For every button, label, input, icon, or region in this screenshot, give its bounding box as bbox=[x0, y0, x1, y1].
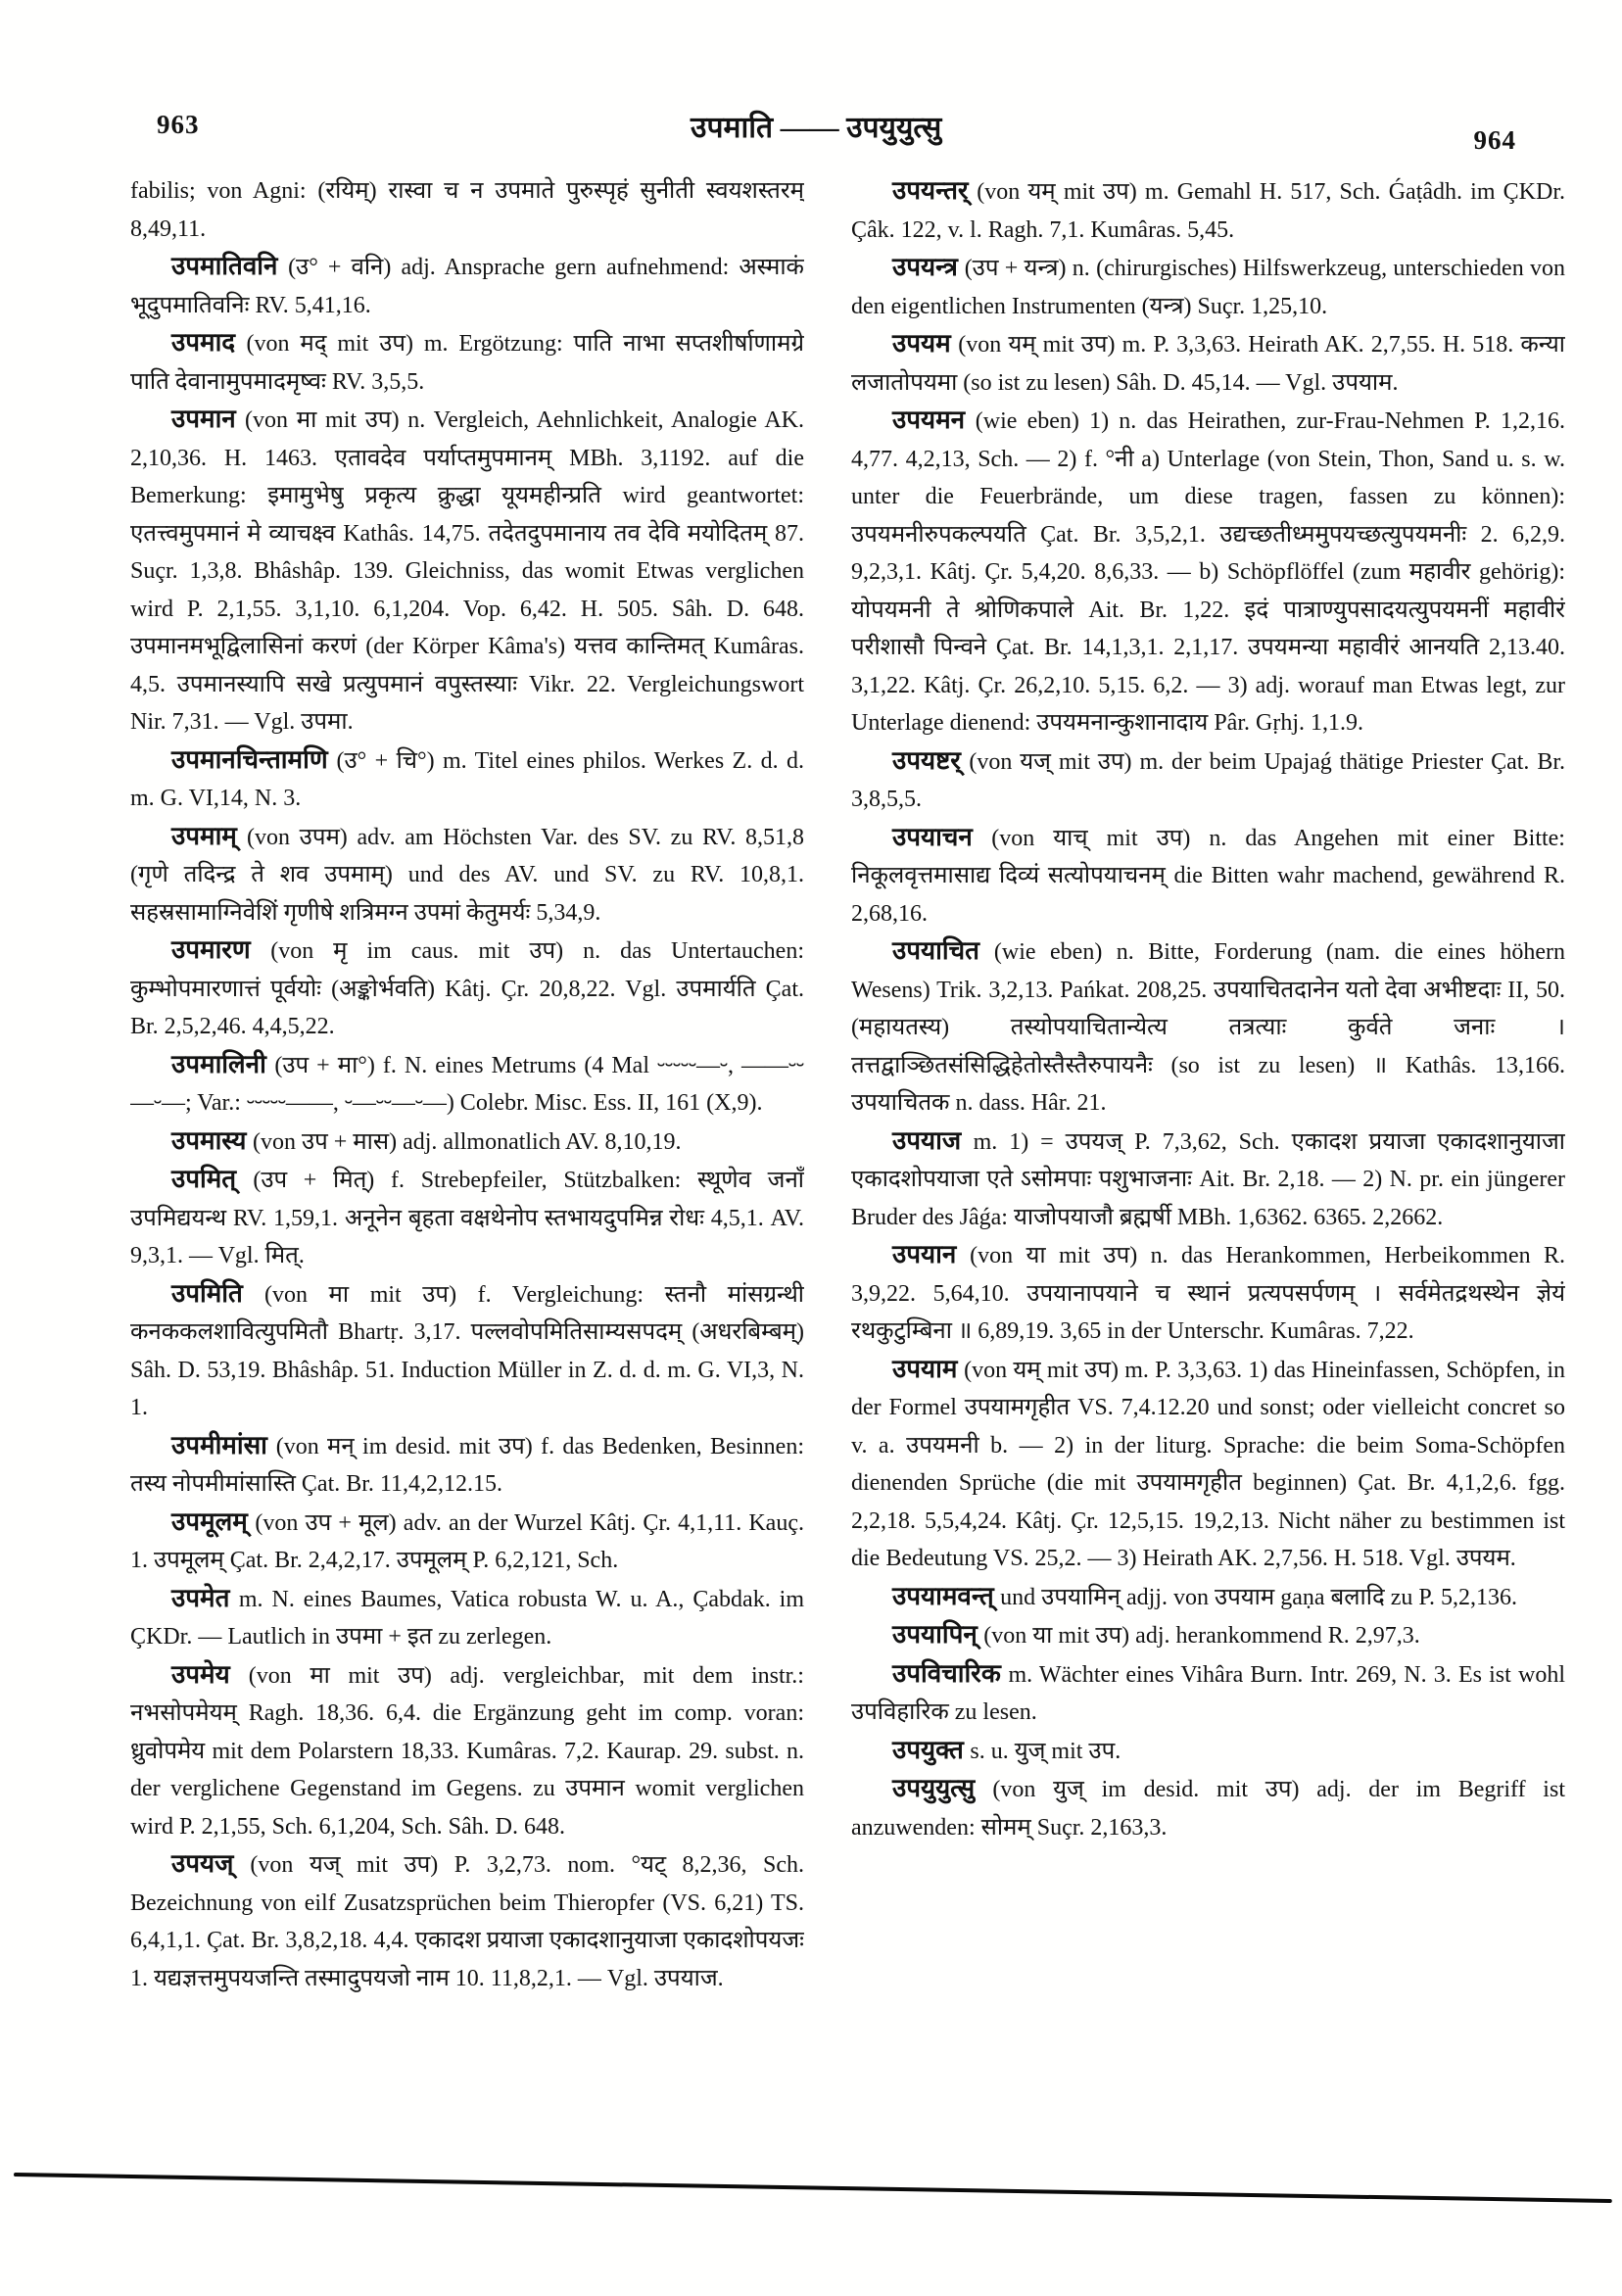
dictionary-entry bbox=[130, 1161, 804, 1275]
dictionary-entry bbox=[130, 324, 804, 401]
headword: उपमित् bbox=[171, 1165, 254, 1193]
headword: उपमेत bbox=[171, 1583, 239, 1612]
entry-body: (von मा mit उप) f. Vergleichung: स्तनौ मांसग्रन्थी कनककलशावित्युपमितौ Bhartṛ. 3,17. पल्लवोपमितिसाम्यसपदम् (अधरबिम्बम्) Sâh. D. 53,19. Bhâshâp. 51. Induction Müller in Z. d. d. m. G. VI,3, N. 1. bbox=[130, 1281, 804, 1420]
dictionary-entry bbox=[851, 1616, 1565, 1655]
entry-body: und उपयामिन् adjj. von उपयाम gaṇa बलादि zu P. 5,2,136. bbox=[1000, 1584, 1518, 1610]
entry-body: (von यम् mit उप) m. P. 3,3,63. Heirath AK. 2,7,55. H. 518. कन्या लजातोपयमा (so ist zu lesen) Sâh. D. 45,14. — Vgl. उपयाम. bbox=[851, 332, 1565, 396]
headword: उपमास्य bbox=[171, 1125, 253, 1155]
entry-body: m. N. eines Baumes, Vatica robusta W. u. A., Çabdak. im ÇKDr. — Lautlich in उपमा + इत zu zerlegen. bbox=[130, 1586, 804, 1650]
headword: उपयष्टर् bbox=[892, 745, 970, 775]
dictionary-entry bbox=[130, 1427, 804, 1504]
headword: उपमिति bbox=[171, 1278, 264, 1308]
page-number-left: 963 bbox=[157, 110, 200, 139]
entry-body: fabilis; von Agni: (रयिम्) रास्वा च न उपमाते पुरुस्पृहं सुनीती स्वयशस्तरम् 8,49,11. bbox=[130, 178, 804, 242]
entry-body: (von यम् mit उप) m. Gemahl H. 517, Sch. Ǵaṭâdh. im ÇKDr. Çâk. 122, v. l. Ragh. 7,1. Kumâras. 5,45. bbox=[851, 179, 1565, 243]
entry-body: (उ° + वनि) adj. Ansprache gern aufnehmend: अस्माकं भूदुपमातिवनिः RV. 5,41,16. bbox=[130, 255, 804, 318]
dictionary-entry bbox=[130, 932, 804, 1046]
headword: उपमानचिन्तामणि bbox=[171, 744, 337, 774]
dictionary-entry bbox=[851, 1236, 1565, 1351]
headword: उपमान bbox=[171, 405, 245, 433]
headword: उपयम bbox=[892, 329, 959, 358]
entry-body: (von उप + मास) adj. allmonatlich AV. 8,10,19. bbox=[253, 1128, 682, 1155]
headword: उपमेय bbox=[171, 1659, 249, 1689]
entry-body: (von उपम) adv. am Höchsten Var. des SV. zu RV. 8,51,8 (गृणे तदिन्द्र ते शव उपमाम्) und des AV. und SV. zu RV. 10,8,1. सहस्रसामाग्निवेशिं गृणीषे शत्रिमग्न उपमां केतुमर्यः 5,34,9. bbox=[130, 824, 804, 926]
dictionary-entry bbox=[851, 1123, 1565, 1237]
dictionary-entry bbox=[851, 742, 1565, 819]
dictionary-entry bbox=[851, 249, 1565, 325]
dictionary-entry bbox=[130, 1504, 804, 1580]
entry-body: (von यज् mit उप) P. 3,2,73. nom. °यट् 8,2,36, Sch. Bezeichnung von eilf Zusatzsprüchen beim Thieropfer (VS. 6,21) TS. 6,4,1,1. Çat. Br. 3,8,2,18. 4,4. एकादश प्रयाजा एकादशानुयाजा एकादशोपयजः 1. यद्यज्ञत्तमुपयजन्ति तस्मादुपयजो नाम 10. 11,8,2,1. — Vgl. उपयाज. bbox=[130, 1852, 804, 1991]
entry-body: m. Wächter eines Vihâra Burn. Intr. 269, N. 3. Es ist wohl उपविहारिक zu lesen. bbox=[851, 1661, 1565, 1725]
headword: उपमाद bbox=[171, 328, 247, 357]
entry-body: (von याच् mit उप) n. das Angehen mit einer Bitte: निकूलवृत्तमासाद्य दिव्यं सत्योपयाचनम् die Bitten wahr machend, gewährend R. 2,68,16. bbox=[851, 825, 1565, 927]
headword: उपयुक्त bbox=[892, 1735, 971, 1764]
entry-body: m. 1) = उपयज् P. 7,3,62, Sch. एकादश प्रयाजा एकादशानुयाजा एकादशोपयाजा एते ऽसोमपाः पशुभाजनाः Ait. Br. 2,18. — 2) N. pr. ein jüngerer Bruder des Jâǵa: याजोपयाजौ ब्रह्मर्षी MBh. 1,6362. 6365. 2,2662. bbox=[851, 1128, 1565, 1230]
dictionary-entry bbox=[130, 1845, 804, 1997]
entry-body: (von युज् im desid. mit उप) adj. der im Begriff ist anzuwenden: सोमम् Suçr. 2,163,3. bbox=[851, 1777, 1565, 1841]
dictionary-entry bbox=[851, 402, 1565, 742]
entry-body: (wie eben) 1) n. das Heirathen, zur-Frau-Nehmen P. 1,2,16. 4,77. 4,2,13, Sch. — 2) f. °नी a) Unterlage (von Stein, Thon, Sand u. s. w. unter die Feuerbrände, um diese tragen, fassen zu können): उपयमनीरुपकल्पयति Çat. Br. 3,5,2,1. उद्यच्छतीध्ममुपयच्छत्युपयमनीः 2. 6,2,9. 9,2,3,1. Kâtj. Çr. 5,4,20. 8,6,33. — b) Schöpflöffel (zum महावीर gehörig): योपयमनी ते श्रोणिकपाले Ait. Br. 1,22. इदं पात्राण्युपसादयत्युपयमनीं महावीरं परीशासौ पिन्वने Çat. Br. 14,1,3,1. 2,1,17. उपयमन्या महावीरं आनयति 2,13.40. 3,1,22. Kâtj. Çr. 26,2,10. 5,15. 6,2. — 3) adj. worauf man Etwas legt, zur Unterlage dienend: उपयमनान्कुशानादाय Pâr. Gṛhj. 1,1.9. bbox=[851, 408, 1565, 736]
bottom-rule bbox=[14, 2173, 1612, 2203]
headword: उपयान bbox=[892, 1240, 971, 1268]
headword: उपमालिनी bbox=[171, 1049, 275, 1078]
headword: उपमीमांसा bbox=[171, 1430, 276, 1459]
entry-body: (wie eben) n. Bitte, Forderung (nam. die eines höhern Wesens) Trik. 3,2,13. Pańkat. 208,25. उपयाचितदानेन यतो देवा अभीष्टदाः II, 50. (महायतस्य) तस्योपयाचितान्येत्य तत्रत्याः कुर्वते जनाः । तत्तद्वाञ्छितसंसिद्धिहेतोस्तैस्तैरुपायनैः (so ist zu lesen) ॥ Kathâs. 13,166. उपयाचितक n. dass. Hâr. 21. bbox=[851, 939, 1565, 1116]
dictionary-entry bbox=[130, 741, 804, 818]
headword: उपयापिन् bbox=[892, 1620, 984, 1649]
dictionary-entry bbox=[130, 1275, 804, 1427]
dictionary-entry bbox=[130, 1046, 804, 1123]
entry-body: (उप + मा°) f. N. eines Metrums (4 Mal ⏑⏑⏑⏑⏑—⏑, ——⏑⏑—⏑—; Var.: ⏑⏑⏑⏑⏑——, ⏑—⏑⏑—⏑—) Colebr. Misc. Ess. II, 161 (X,9). bbox=[130, 1052, 804, 1116]
headword: उपयमन bbox=[892, 406, 976, 434]
dictionary-entry bbox=[851, 325, 1565, 402]
headword: उपमूलम् bbox=[171, 1507, 256, 1536]
dictionary-entry bbox=[130, 1580, 804, 1656]
dictionary-entry bbox=[851, 1351, 1565, 1578]
headword: उपयामवन्त् bbox=[892, 1581, 1001, 1610]
headword: उपमारण bbox=[171, 935, 271, 964]
column-right bbox=[851, 172, 1565, 1997]
entry-body: (उप + यन्त्र) n. (chirurgisches) Hilfswerkzeug, unterschieden von den eigentlichen Instrumenten (यन्त्र) Suçr. 1,25,10. bbox=[851, 256, 1565, 319]
entry-body: (von मन् im desid. mit उप) f. das Bedenken, Besinnen: तस्य नोपमीमांसास्ति Çat. Br. 11,4,2,12.15. bbox=[130, 1433, 804, 1497]
dictionary-entry bbox=[130, 401, 804, 741]
dictionary-entry bbox=[851, 1578, 1565, 1617]
running-head: उपमाति —— उपयुयुत्सु bbox=[691, 112, 942, 144]
dictionary-entry bbox=[130, 818, 804, 933]
headword: उपयाज bbox=[892, 1125, 974, 1155]
entry-body: (von यज् mit उप) m. der beim Upajaǵ thätige Priester Çat. Br. 3,8,5,5. bbox=[851, 748, 1565, 812]
dictionary-entry bbox=[851, 1732, 1565, 1771]
dictionary-entry bbox=[130, 1123, 804, 1162]
entry-body: (उप + मित्) f. Strebepfeiler, Stützbalken: स्थूणेव जनाँ उपमिद्ययन्थ RV. 1,59,1. अनूनेन बृहता वक्षथेनोप स्तभायदुपमिन्न रोधः 4,5,1. AV. 9,3,1. — Vgl. मित्. bbox=[130, 1168, 804, 1268]
dictionary-entry bbox=[851, 819, 1565, 933]
headword: उपमातिवनि bbox=[171, 252, 289, 280]
entry-body: (von या mit उप) n. das Herankommen, Herbeikommen R. 3,9,22. 5,64,10. उपयानापयाने च स्थानं प्रत्यपसर्पणम् । सर्वमेतद्रथस्थेन ज्ञेयं रथकुटुम्बिना ॥ 6,89,19. 3,65 in der Unterschr. Kumâras. 7,22. bbox=[851, 1243, 1565, 1344]
headword: उपयज् bbox=[171, 1849, 251, 1878]
entry-body: (von मा mit उप) n. Vergleich, Aehnlichkeit, Analogie AK. 2,10,36. H. 1463. एतावदेव पर्याप्तमुपमानम् MBh. 3,1192. auf die Bemerkung: इमामुभेषु प्रकृत्य क्रुद्धा यूयमहीन्प्रति wird geantwortet: एतत्त्वमुपमानं मे व्याचक्ष्व Kathâs. 14,75. तदेतदुपमानाय तव देवि मयोदितम् 87. Suçr. 1,3,8. Bhâshâp. 139. Gleichniss, das womit Etwas verglichen wird P. 2,1,55. 3,1,10. 6,1,204. Vop. 6,42. H. 505. Sâh. D. 648. उपमानमभूद्विलासिनां करणं (der Körper Kâma's) यत्तव कान्तिमत् Kumâras. 4,5. उपमानस्यापि सखे प्रत्युपमानं वपुस्तस्याः Vikr. 22. Vergleichungswort Nir. 7,31. — Vgl. उपमा. bbox=[130, 407, 804, 735]
entry-body: (von मृ im caus. mit उप) n. das Untertauchen: कुम्भोपमारणात्तं पूर्वयोः (अङ्कोर्भवति) Kâtj. Çr. 20,8,22. Vgl. उपमार्यति Çat. Br. 2,5,2,46. 4,4,5,22. bbox=[130, 938, 804, 1039]
dictionary-entry bbox=[851, 1655, 1565, 1732]
entry-body: (von यम् mit उप) m. P. 3,3,63. 1) das Hineinfassen, Schöpfen, in der Formel उपयामगृहीत VS. 7,4.12.20 und sonst; oder vielleicht concret so v. a. उपयमनी b. — 2) in der liturg. Sprache: die beim Soma-Schöpfen dienenden Sprüche (die mit उपयामगृहीत beginnen) Çat. Br. 4,1,2,6. fgg. 2,2,18. 5,5,4,24. Kâtj. Çr. 12,5,15. 19,2,13. Nicht näher zu bestimmen ist die Bedeutung VS. 25,2. — 3) Heirath AK. 2,7,56. H. 518. Vgl. उपयम. bbox=[851, 1357, 1565, 1571]
page-number-right: 964 bbox=[1473, 125, 1516, 155]
headword: उपविचारिक bbox=[892, 1658, 1009, 1688]
entry-body: (von या mit उप) adj. herankommend R. 2,97,3. bbox=[983, 1623, 1420, 1649]
headword: उपयाचित bbox=[892, 936, 994, 965]
dictionary-entry bbox=[130, 172, 804, 248]
headword: उपयाम bbox=[892, 1354, 965, 1383]
entry-body: (von उप + मूल) adv. an der Wurzel Kâtj. Çr. 4,1,11. Kauç. 1. उपमूलम् Çat. Br. 2,4,2,17. उपमूलम् P. 6,2,121, Sch. bbox=[130, 1509, 804, 1573]
headword: उपयाचन bbox=[892, 822, 992, 851]
dictionary-entry bbox=[851, 172, 1565, 249]
entry-body: s. u. युज् mit उप. bbox=[970, 1738, 1121, 1764]
dictionary-entry bbox=[130, 248, 804, 324]
headword: उपमाम् bbox=[171, 821, 248, 850]
entry-body: (von मा mit उप) adj. vergleichbar, mit dem instr.: नभसोपमेयम् Ragh. 18,36. 6,4. die Ergänzung geht im comp. voran: ध्रुवोपमेय mit dem Polarstern 18,33. Kumâras. 7,2. Kaurap. 29. subst. n. der verglichene Gegenstand im Gegens. zu उपमान womit verglichen wird P. 2,1,55, Sch. 6,1,204, Sch. Sâh. D. 648. bbox=[130, 1662, 804, 1840]
dictionary-entry bbox=[851, 1770, 1565, 1846]
dictionary-entry bbox=[851, 933, 1565, 1123]
headword: उपयुयुत्सु bbox=[892, 1774, 993, 1802]
text-columns bbox=[130, 172, 1565, 1997]
entry-body: (उ° + चि°) m. Titel eines philos. Werkes Z. d. d. m. G. VI,14, N. 3. bbox=[130, 747, 804, 811]
headword: उपयन्तर् bbox=[892, 176, 978, 205]
headword: उपयन्त्र bbox=[892, 253, 965, 281]
entry-body: (von मद् mit उप) m. Ergötzung: पाति नाभा सप्तशीर्षाणामग्रे पाति देवानामुपमादमृष्वः RV. 3,5,5. bbox=[130, 331, 804, 395]
column-left bbox=[130, 172, 804, 1997]
dictionary-entry bbox=[130, 1656, 804, 1846]
